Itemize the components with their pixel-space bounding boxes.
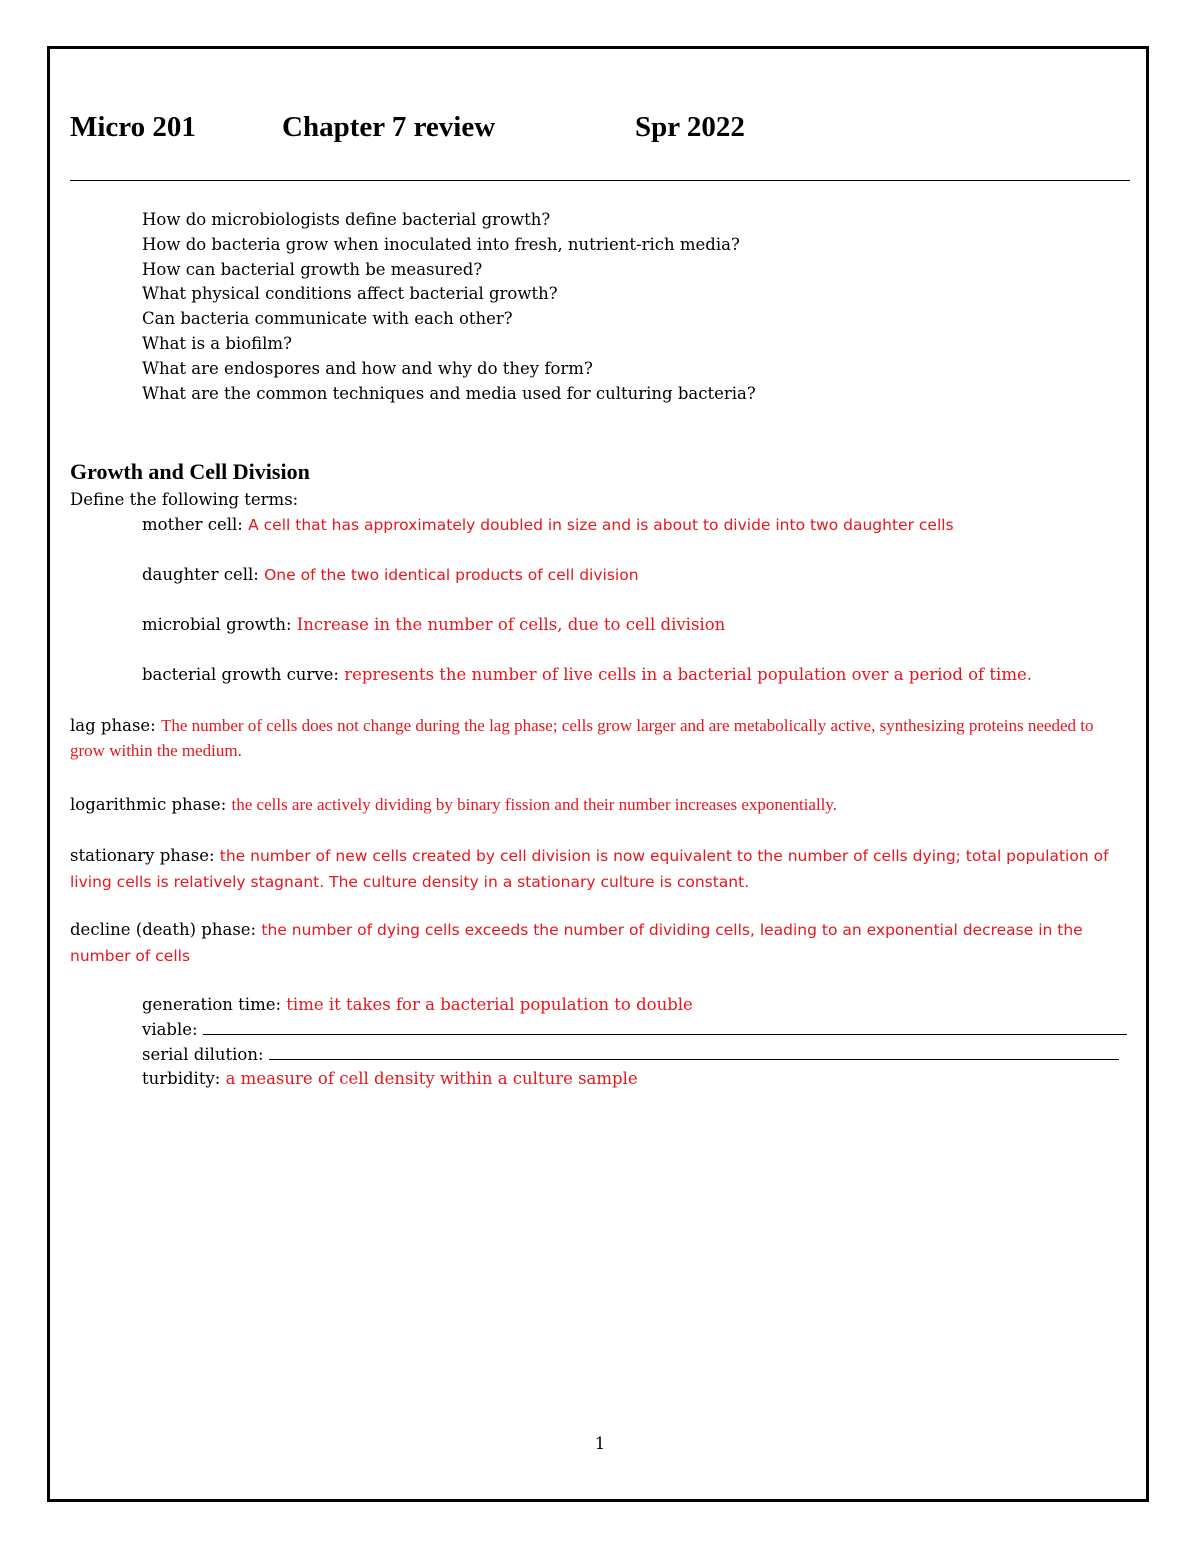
review-question: Can bacteria communicate with each other? <box>142 309 513 329</box>
review-questions <box>142 208 756 406</box>
definition-lag-phase <box>70 713 1130 763</box>
term-answer: represents the number of live cells in a bacterial population over a period of time. <box>344 665 1032 684</box>
term-label: turbidity: <box>142 1069 226 1088</box>
term-label: logarithmic phase: <box>70 795 232 814</box>
term-label: bacterial growth curve: <box>142 665 345 684</box>
definition-generation-time <box>142 992 693 1017</box>
term-label: generation time: <box>142 995 287 1014</box>
term-label: microbial growth: <box>142 615 297 634</box>
term-label: Spr 2022 <box>635 111 745 143</box>
review-question: How can bacterial growth be measured? <box>142 259 483 279</box>
header-divider <box>70 180 1130 181</box>
term-label: mother cell: <box>142 515 249 534</box>
chapter-title: Chapter 7 review <box>282 111 496 143</box>
course-title: Micro 201 <box>70 111 196 143</box>
definition-viable <box>142 1017 1127 1042</box>
definition-turbidity <box>142 1066 638 1091</box>
review-question: What is a biofilm? <box>142 333 292 353</box>
review-question: How do microbiologists define bacterial growth? <box>142 210 551 229</box>
term-answer: Increase in the number of cells, due to cell division <box>296 615 726 634</box>
term-answer: time it takes for a bacterial population to double <box>286 995 693 1014</box>
review-question: What physical conditions affect bacterial growth? <box>142 284 558 304</box>
term-label: viable: <box>142 1020 203 1039</box>
term-label: daughter cell: <box>142 565 265 584</box>
definition-decline-phase <box>70 917 1130 969</box>
term-label: lag phase: <box>70 716 161 735</box>
section-heading: Growth and Cell Division <box>70 459 310 484</box>
term-answer: One of the two identical products of cell division <box>264 566 639 584</box>
review-question: How do bacteria grow when inoculated into fresh, nutrient-rich media? <box>142 234 740 254</box>
answer-blank[interactable] <box>269 1042 1119 1060</box>
definition-daughter-cell <box>142 562 639 588</box>
definition-stationary-phase <box>70 843 1130 895</box>
term-answer: the cells are actively dividing by binary fission and their number increases exponentially. <box>231 795 838 814</box>
term-label: decline (death) phase: <box>70 920 262 939</box>
term-answer: a measure of cell density within a culture sample <box>225 1069 638 1088</box>
definition-growth-curve <box>142 662 1032 687</box>
page-number: 1 <box>594 1434 606 1453</box>
definition-log-phase <box>70 792 837 817</box>
definition-serial-dilution <box>142 1042 1119 1067</box>
definition-microbial-growth <box>142 612 725 637</box>
term-answer: The number of cells does not change during the lag phase; cells grow larger and are metabolically active, synthesizing proteins needed to grow within the medium. <box>70 716 1094 760</box>
review-question: What are the common techniques and media used for culturing bacteria? <box>142 383 756 403</box>
term-label: serial dilution: <box>142 1045 269 1064</box>
review-question: What are endospores and how and why do they form? <box>142 358 593 378</box>
term-label: stationary phase: <box>70 846 220 865</box>
section-intro: Define the following terms: <box>70 490 299 509</box>
term-answer: A cell that has approximately doubled in size and is about to divide into two daughter cells <box>248 516 954 534</box>
answer-blank[interactable] <box>203 1017 1127 1035</box>
term-answer: the number of dying cells exceeds the number of dividing cells, leading to an exponential decrease in the number of cells <box>70 921 1083 965</box>
definition-mother-cell <box>142 512 954 538</box>
term-answer: the number of new cells created by cell division is now equivalent to the number of cells dying; total population of living cells is relatively stagnant. The culture density in a stationary culture is constant. <box>70 847 1109 891</box>
